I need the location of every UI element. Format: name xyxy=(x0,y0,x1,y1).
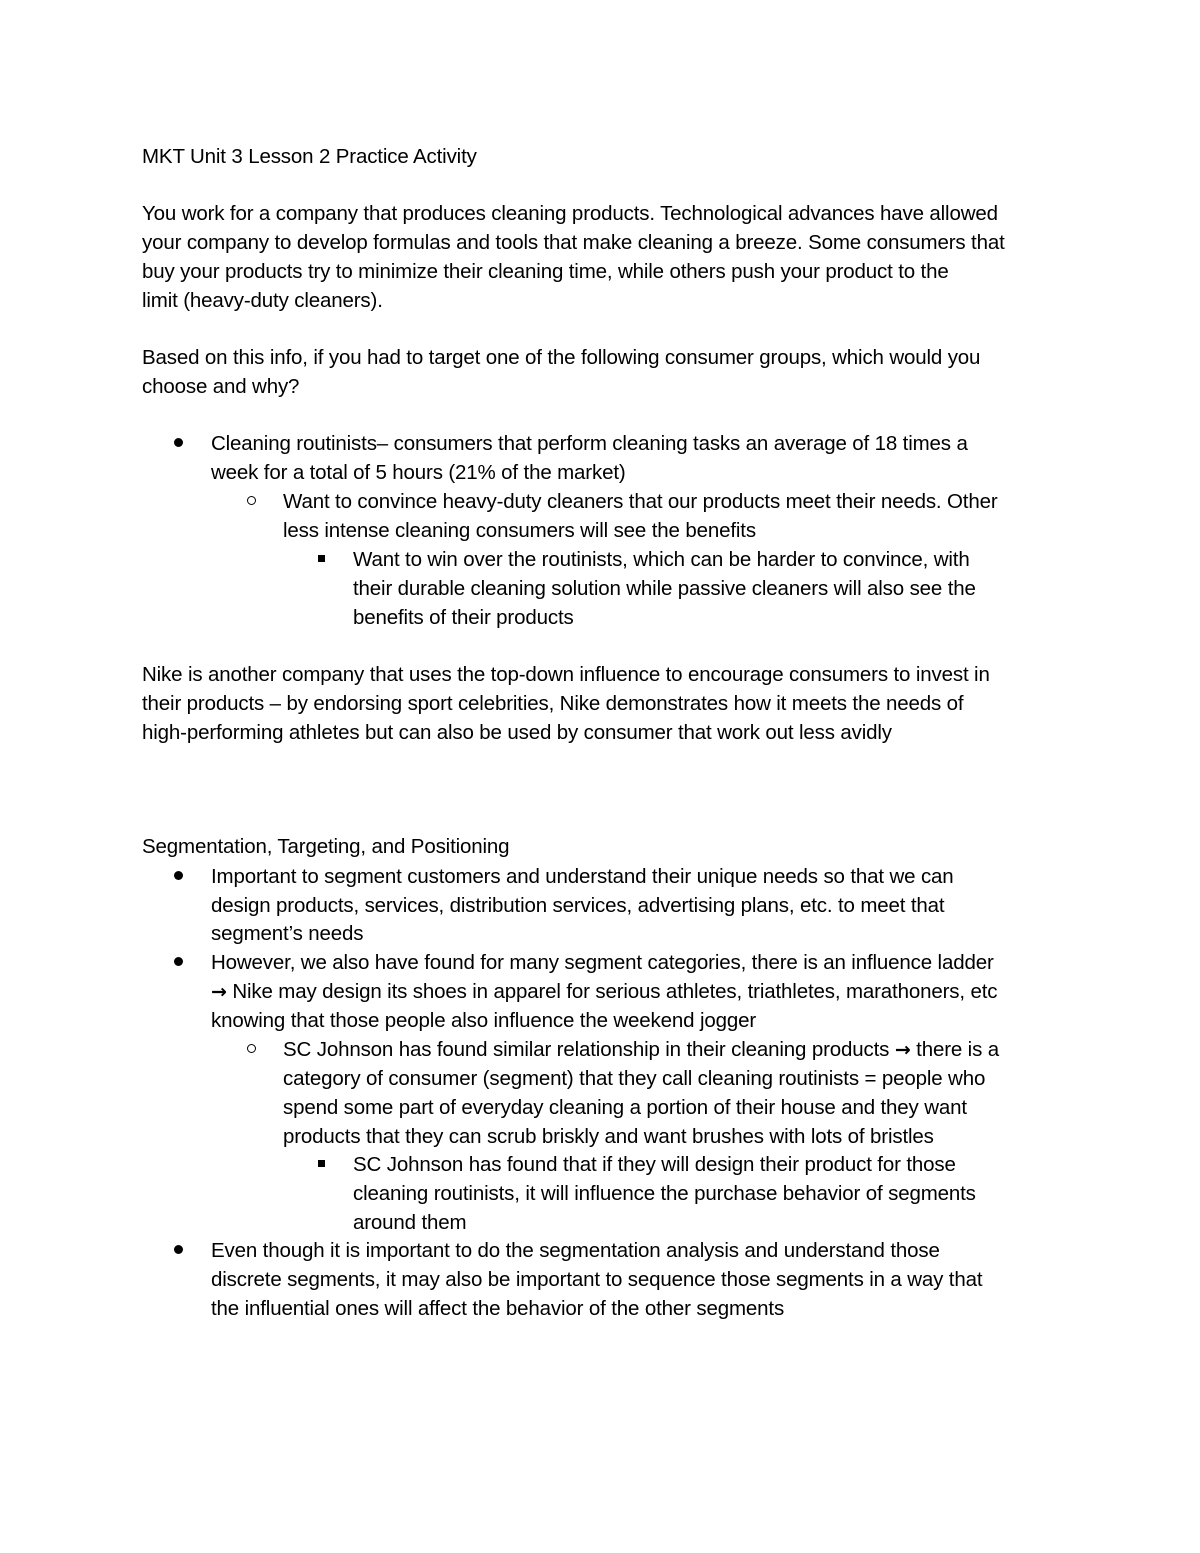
bullet-dot-icon xyxy=(174,871,183,880)
sequence-line-3: the influential ones will affect the behavior of the other segments xyxy=(211,1297,785,1320)
routinists-line-1: Cleaning routinists– consumers that perform cleaning tasks an average of 18 times a xyxy=(211,432,968,455)
question-line-2: choose and why? xyxy=(142,375,300,398)
scj-line-3: spend some part of everyday cleaning a portion of their house and they want xyxy=(283,1096,967,1119)
convince-line-2: less intense cleaning consumers will see the benefits xyxy=(283,519,756,542)
scj-line-4: products that they can scrub briskly and want brushes with lots of bristles xyxy=(283,1125,934,1148)
scj-line-2: category of consumer (segment) that they call cleaning routinists = people who xyxy=(283,1067,986,1090)
scj-design-line-1: SC Johnson has found that if they will design their product for those xyxy=(353,1153,956,1176)
intro-line-1: You work for a company that produces cleaning products. Technological advances have allowed xyxy=(142,202,998,225)
bullet-dot-icon xyxy=(174,957,183,966)
ladder-line-1: However, we also have found for many segment categories, there is an influence ladder xyxy=(211,951,994,974)
ladder-line-3: knowing that those people also influence the weekend jogger xyxy=(211,1009,757,1032)
routinists-line-2: week for a total of 5 hours (21% of the market) xyxy=(211,461,626,484)
intro-line-3: buy your products try to minimize their cleaning time, while others push your product to the xyxy=(142,260,949,283)
arrow-right-icon: → xyxy=(211,981,227,1003)
segment-line-2: design products, services, distribution services, advertising plans, etc. to meet that xyxy=(211,894,945,917)
segment-line-1: Important to segment customers and understand their unique needs so that we can xyxy=(211,865,954,888)
nike-line-2: their products – by endorsing sport celebrities, Nike demonstrates how it meets the needs of xyxy=(142,692,964,715)
bullet-dot-icon xyxy=(174,1245,183,1254)
document-title: MKT Unit 3 Lesson 2 Practice Activity xyxy=(142,145,477,168)
stp-heading: Segmentation, Targeting, and Positioning xyxy=(142,835,510,858)
sequence-line-1: Even though it is important to do the segmentation analysis and understand those xyxy=(211,1239,940,1262)
sequence-line-2: discrete segments, it may also be important to sequence those segments in a way that xyxy=(211,1268,983,1291)
scj-line-1: SC Johnson has found similar relationship in their cleaning products → there is a xyxy=(283,1038,999,1061)
intro-line-4: limit (heavy-duty cleaners). xyxy=(142,289,383,312)
segment-line-3: segment’s needs xyxy=(211,922,364,945)
bullet-square-icon xyxy=(318,1160,325,1167)
bullet-dot-icon xyxy=(174,438,183,447)
nike-line-3: high-performing athletes but can also be used by consumer that work out less avidly xyxy=(142,721,892,744)
win-line-3: benefits of their products xyxy=(353,606,574,629)
question-line-1: Based on this info, if you had to target one of the following consumer groups, which would you xyxy=(142,346,981,369)
bullet-circle-icon xyxy=(247,496,256,505)
ladder-line-2: → Nike may design its shoes in apparel for serious athletes, triathletes, marathoners, etc xyxy=(211,980,998,1003)
bullet-circle-icon xyxy=(247,1044,256,1053)
scj-design-line-3: around them xyxy=(353,1211,467,1234)
intro-line-2: your company to develop formulas and tools that make cleaning a breeze. Some consumers that xyxy=(142,231,1005,254)
nike-line-1: Nike is another company that uses the top-down influence to encourage consumers to invest in xyxy=(142,663,990,686)
arrow-right-icon: → xyxy=(894,1039,911,1061)
win-line-2: their durable cleaning solution while passive cleaners will also see the xyxy=(353,577,976,600)
win-line-1: Want to win over the routinists, which can be harder to convince, with xyxy=(353,548,970,571)
bullet-square-icon xyxy=(318,555,325,562)
scj-design-line-2: cleaning routinists, it will influence the purchase behavior of segments xyxy=(353,1182,976,1205)
convince-line-1: Want to convince heavy-duty cleaners that our products meet their needs. Other xyxy=(283,490,998,513)
